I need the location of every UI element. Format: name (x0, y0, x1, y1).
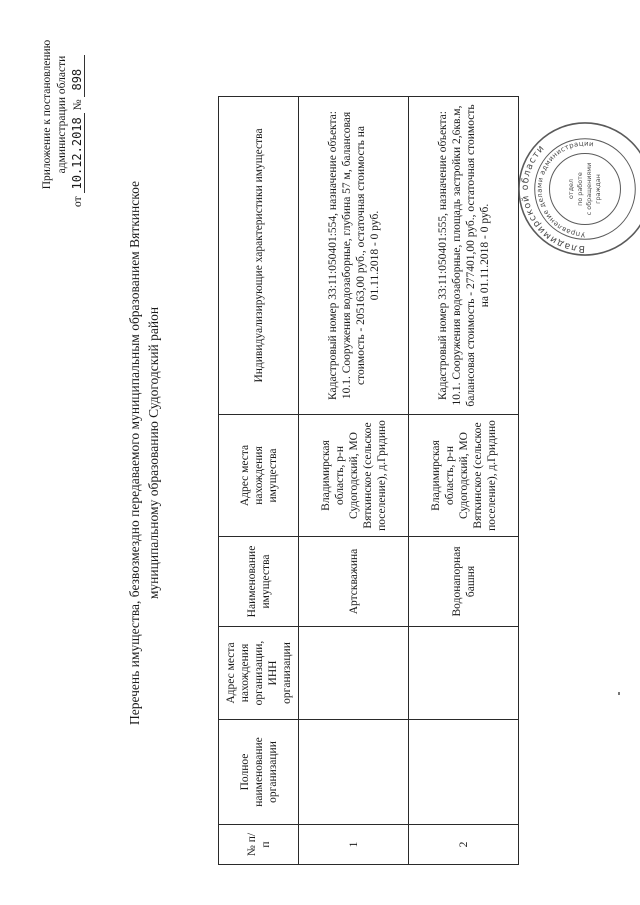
seal-center-line-3: с обращениями (584, 162, 593, 215)
cell-address-inn (299, 626, 409, 719)
header-full-name: Полное наименование организации (219, 719, 299, 824)
seal-center-line-4: граждан (593, 173, 602, 204)
appendix-stamp-block (40, 22, 86, 207)
appendix-line-1: Приложение к постановлению (41, 39, 53, 189)
cell-address-inn (409, 626, 519, 719)
seal-center-line-1: отдел (567, 178, 576, 199)
document-page (20, 13, 620, 893)
cell-full-name (409, 719, 519, 824)
cell-property-address: Владимирская область, р-н Судогодский, МО Вяткинское (сельское поселение), д.Гридино (299, 414, 409, 536)
seal-inner-path: Управление делами администрации (535, 139, 595, 238)
document-title-line-1: Перечень имущества, безвозмездно передаваемого муниципальным образованием Вяткинское (127, 180, 142, 725)
cell-full-name (299, 719, 409, 824)
seal-outer-path: Владимирской области (519, 142, 586, 254)
appendix-line-2: администрации области (56, 55, 68, 173)
document-title (125, 93, 163, 813)
table-header-row (219, 96, 299, 864)
cell-property-name: Водонапорная башня (409, 536, 519, 626)
seal-center-line-2: по работе (576, 171, 585, 206)
cell-num: 2 (409, 824, 519, 864)
seal-center-text (567, 162, 602, 214)
header-num: № п/п (219, 824, 299, 864)
appendix-date: 10.12.2018 (70, 113, 85, 193)
scan-speck (618, 692, 620, 695)
cell-characteristics: Кадастровый номер 33:11:050401:554, назначение объекта: 10.1. Сооружения водозаборные, глубина 57 м, балансовая стоимость - 205163,00 руб., остаточная стоимость на 01.11.2018 - 0 руб. (299, 96, 409, 414)
appendix-date-number-line (70, 22, 86, 207)
cell-characteristics: Кадастровый номер 33:11:050401:555, назначение объекта: 10.1. Сооружения водозаборные, площадь застройки 2,6кв.м, балансовая стоимость - 277401,00 руб., остаточная стоимость на 01.11.2018 - 0 руб. (409, 96, 519, 414)
header-address-inn: Адрес места нахождения организации, ИНН организации (219, 626, 299, 719)
cell-property-address: Владимирская область, р-н Судогодский, МО Вяткинское (сельское поселение), д.Гридино (409, 414, 519, 536)
header-characteristics: Индивидуализирующие характеристики имущества (219, 96, 299, 414)
appendix-number: 898 (70, 54, 85, 96)
table-row (299, 96, 409, 864)
official-seal (516, 120, 640, 258)
appendix-number-sign: № (72, 98, 84, 110)
header-property-name: Наименование имущества (219, 536, 299, 626)
cell-num: 1 (299, 824, 409, 864)
appendix-from-label: от (72, 195, 84, 207)
table-row (409, 96, 519, 864)
cell-property-name: Артскважина (299, 536, 409, 626)
document-title-line-2: муниципальному образованию Судогодский район (146, 306, 161, 599)
header-property-address: Адрес места нахождения имущества (219, 414, 299, 536)
property-table (218, 96, 519, 865)
